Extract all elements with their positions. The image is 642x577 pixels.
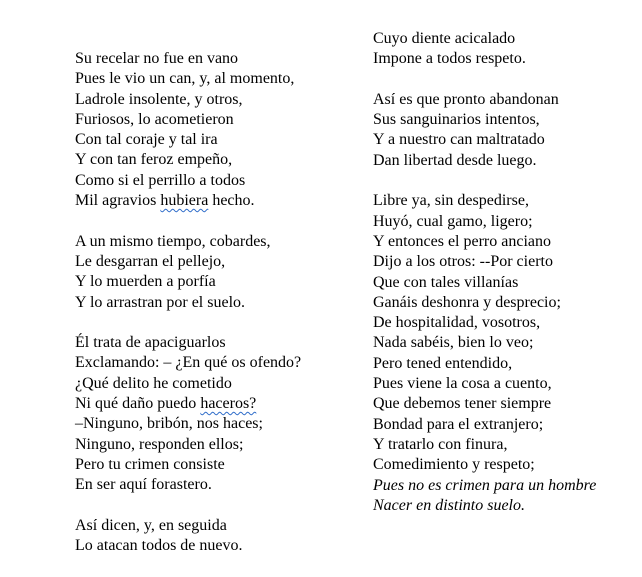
poem-line: Libre ya, sin despedirse,: [373, 192, 529, 210]
poem-line: Nada sabéis, bien lo veo;: [373, 334, 534, 352]
poem-line: Ninguno, responden ellos;: [75, 435, 244, 453]
poem-line: Exclamando: – ¿En qué os ofendo?: [75, 354, 302, 372]
poem-line: Que debemos tener siempre: [373, 395, 552, 413]
poem-right-column: [373, 29, 641, 536]
poem-line: Y a nuestro can maltratado: [373, 131, 545, 149]
poem-line: A un mismo tiempo, cobardes,: [75, 232, 271, 250]
poem-line: Y tratarlo con finura,: [373, 435, 508, 453]
poem-line: Impone a todos respeto.: [373, 50, 526, 68]
poem-line: En ser aquí forastero.: [75, 476, 212, 494]
spellcheck-marked-word[interactable]: haceros?: [200, 395, 257, 413]
poem-line: Y lo muerden a porfía: [75, 273, 216, 291]
poem-line: Que con tales villanías: [373, 273, 519, 291]
poem-line: Y entonces el perro anciano: [373, 232, 551, 250]
poem-line: De hospitalidad, vosotros,: [373, 314, 541, 332]
stanza-1: [75, 49, 355, 211]
poem-line: Ganáis deshonra y desprecio;: [373, 293, 561, 311]
spellcheck-marked-word[interactable]: hubiera: [160, 192, 209, 210]
poem-line-italic: Pues no es crimen para un hombre: [373, 476, 597, 494]
poem-line: Bondad para el extranjero;: [373, 415, 544, 433]
poem-line: Pues viene la cosa a cuento,: [373, 375, 552, 393]
poem-line: –Ninguno, bribón, nos haces;: [75, 415, 263, 433]
poem-line-with-spellcheck: [75, 394, 355, 414]
poem-line: Dijo a los otros: --Por cierto: [373, 253, 553, 271]
poem-line: Comedimiento y respeto;: [373, 456, 535, 474]
poem-line: Con tal coraje y tal ira: [75, 131, 218, 149]
poem-line: Y lo arrastran por el suelo.: [75, 293, 246, 311]
poem-line: Así dicen, y, en seguida: [75, 516, 227, 534]
stanza-4: [75, 516, 355, 557]
poem-line: Cuyo diente acicalado: [373, 30, 516, 47]
poem-left-column: [75, 49, 355, 577]
stanza-6: [373, 90, 641, 171]
poem-line: Huyó, cual gamo, ligero;: [373, 212, 533, 230]
poem-line: Sus sanguinarios intentos,: [373, 111, 540, 129]
poem-line: Dan libertad desde luego.: [373, 151, 537, 169]
line-segment: Mil agravios: [75, 192, 161, 210]
line-segment: Ni qué daño puedo: [75, 395, 201, 413]
poem-line: Como si el perrillo a todos: [75, 171, 246, 189]
line-segment: hecho.: [208, 192, 255, 210]
poem-line: ¿Qué delito he cometido: [75, 374, 232, 392]
stanza-3: [75, 333, 355, 495]
poem-line-italic: Nacer en distinto suelo.: [373, 496, 525, 514]
poem-line-with-spellcheck: [75, 191, 355, 211]
poem-line: Él trata de apaciguarlos: [75, 334, 226, 352]
poem-line: Su recelar no fue en vano: [75, 50, 239, 67]
poem-line: Ladrole insolente, y otros,: [75, 90, 243, 108]
poem-line: Lo atacan todos de nuevo.: [75, 537, 243, 555]
stanza-5: [373, 29, 641, 70]
poem-line: Así es que pronto abandonan: [373, 90, 559, 108]
poem-line: Pero tened entendido,: [373, 354, 513, 372]
stanza-2: [75, 232, 355, 313]
stanza-7: [373, 191, 641, 516]
poem-line: Furiosos, lo acometieron: [75, 110, 234, 128]
poem-line: Y con tan feroz empeño,: [75, 151, 233, 169]
poem-line: Pues le vio un can, y, al momento,: [75, 70, 295, 88]
poem-line: Le desgarran el pellejo,: [75, 252, 226, 270]
poem-line: Pero tu crimen consiste: [75, 455, 225, 473]
